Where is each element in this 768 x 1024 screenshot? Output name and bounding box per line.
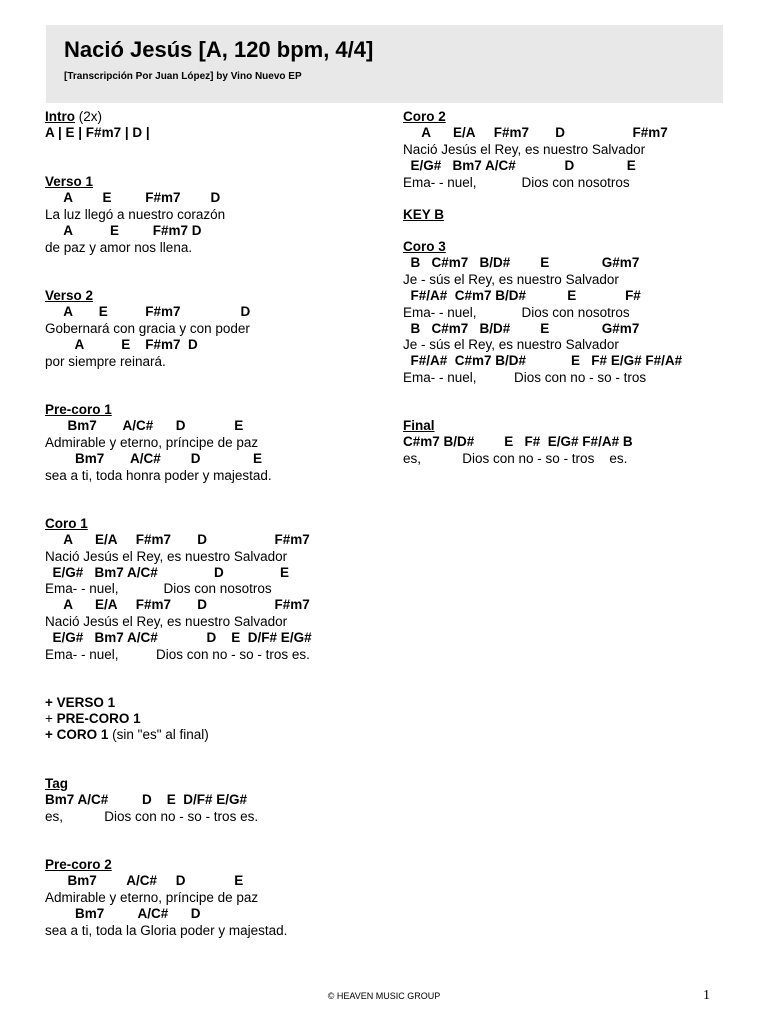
sequence-item [45, 711, 141, 727]
section-intro-heading-line [45, 109, 102, 125]
sequence-text: PRE-CORO 1 [56, 711, 141, 726]
lyric-line: de paz y amor nos llena. [45, 240, 193, 255]
lyric-line: Nació Jesús el Rey, es nuestro Salvador [45, 614, 288, 629]
chord-line: A E F#m7 D [45, 337, 198, 352]
chord-line: B C#m7 B/D# E G#m7 [403, 321, 640, 336]
chord-line: F#/A# C#m7 B/D# E F# [403, 288, 641, 303]
lyric-line: Admirable y eterno, príncipe de paz [45, 435, 259, 450]
lyric-line: Nació Jesús el Rey, es nuestro Salvador [403, 142, 646, 157]
chord-line: Bm7 A/C# D E [45, 451, 263, 466]
section-heading: Final [403, 418, 435, 433]
lyric-line: Ema- - nuel, Dios con nosotros [403, 175, 630, 190]
chord-line: A E F#m7 D [45, 190, 221, 205]
section-heading: Verso 2 [45, 288, 94, 303]
page-number: 1 [703, 988, 710, 1003]
chord-line: B C#m7 B/D# E G#m7 [403, 255, 640, 270]
lyric-line: sea a ti, toda la Gloria poder y majestad. [45, 923, 288, 938]
copyright-footer: © HEAVEN MUSIC GROUP [327, 991, 441, 1001]
chord-line: F#/A# C#m7 B/D# E F# E/G# F#/A# [403, 353, 683, 368]
chord-line: A | E | F#m7 | D | [45, 125, 150, 140]
section-heading: Verso 1 [45, 174, 94, 189]
key-change-heading: KEY B [403, 207, 445, 222]
sequence-text: + VERSO 1 [45, 695, 116, 710]
lyric-line: Nació Jesús el Rey, es nuestro Salvador [45, 549, 288, 564]
chord-line: A E/A F#m7 D F#m7 [45, 532, 310, 547]
section-heading: Coro 1 [45, 516, 88, 531]
sequence-text: + CORO 1 [45, 727, 109, 742]
chord-line: A E F#m7 D [45, 304, 251, 319]
section-heading: Coro 2 [403, 109, 446, 124]
chord-line: E/G# Bm7 A/C# D E [45, 565, 290, 580]
lyric-line: Admirable y eterno, príncipe de paz [45, 890, 259, 905]
chord-line: E/G# Bm7 A/C# D E D/F# E/G# [45, 630, 312, 645]
chord-line: A E/A F#m7 D F#m7 [403, 125, 668, 140]
lyric-line: por siempre reinará. [45, 354, 166, 369]
sequence-prefix: + [45, 711, 57, 726]
lyric-line: La luz llegó a nuestro corazón [45, 207, 226, 222]
lyric-line: Gobernará con gracia y con poder [45, 321, 250, 336]
section-heading: Pre-coro 2 [45, 857, 112, 872]
song-subtitle: [Transcripción Por Juan López] by Vino Nuevo EP [64, 71, 302, 82]
chord-line: A E/A F#m7 D F#m7 [45, 597, 310, 612]
section-heading: Intro [45, 109, 75, 124]
lyric-line: Ema- - nuel, Dios con nosotros [403, 305, 630, 320]
section-heading-suffix: (2x) [75, 109, 102, 124]
lyric-line: Ema- - nuel, Dios con nosotros [45, 581, 272, 596]
lyric-line: sea a ti, toda honra poder y majestad. [45, 468, 272, 483]
lyric-line: Je - sús el Rey, es nuestro Salvador [403, 272, 619, 287]
lyric-line: es, Dios con no - so - tros es. [403, 451, 628, 466]
lyric-line: Ema- - nuel, Dios con no - so - tros es. [45, 647, 310, 662]
chord-line: Bm7 A/C# D [45, 906, 201, 921]
sequence-suffix: (sin "es" al final) [108, 727, 209, 742]
chord-line: E/G# Bm7 A/C# D E [403, 158, 636, 173]
chord-line: Bm7 A/C# D E D/F# E/G# [45, 792, 248, 807]
chord-line: A E F#m7 D [45, 223, 202, 238]
sequence-item [45, 727, 209, 743]
chord-line: Bm7 A/C# D E [45, 873, 244, 888]
section-heading: Pre-coro 1 [45, 402, 112, 417]
lyric-line: Ema- - nuel, Dios con no - so - tros [403, 370, 647, 385]
lyric-line: Je - sús el Rey, es nuestro Salvador [403, 337, 619, 352]
chord-line: C#m7 B/D# E F# E/G# F#/A# B [403, 434, 633, 449]
section-heading: Tag [45, 776, 68, 791]
header-box [46, 25, 723, 103]
lyric-line: es, Dios con no - so - tros es. [45, 809, 259, 824]
song-title: Nació Jesús [A, 120 bpm, 4/4] [64, 37, 374, 62]
chord-line: Bm7 A/C# D E [45, 418, 244, 433]
sequence-item [45, 695, 115, 711]
section-heading: Coro 3 [403, 239, 446, 254]
